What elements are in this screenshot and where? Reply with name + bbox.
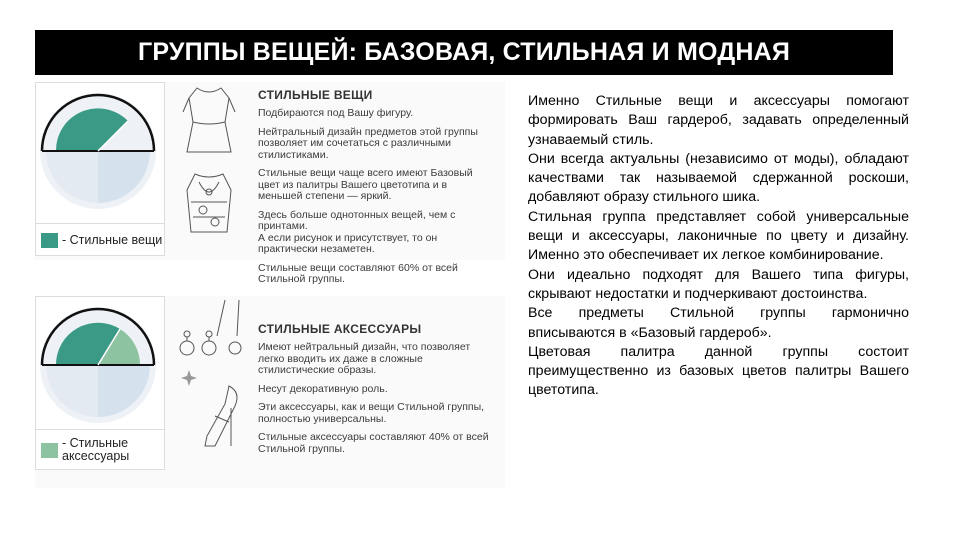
legend-swatch: [41, 233, 58, 248]
panel-heading: СТИЛЬНЫЕ ВЕЩИ: [258, 88, 373, 102]
body-text: [528, 92, 909, 401]
list-item: Стильные аксессуары составляют 40% от всей Стильной группы.: [258, 431, 489, 455]
list-item: Имеют нейтральный дизайн, что позволяет легко вводить их даже в сложные стилистические образы.: [258, 341, 471, 376]
slide-title: ГРУППЫ ВЕЩЕЙ: БАЗОВАЯ, СТИЛЬНАЯ И МОДНАЯ: [35, 30, 893, 75]
chart-box: [35, 296, 165, 470]
stylish-items-panel: [35, 82, 505, 285]
list-item: Здесь больше однотонных вещей, чем с принтами. А если рисунок и присутствует, то он практически незаметен.: [258, 208, 456, 255]
accessories-illustration: [169, 296, 249, 468]
semicircle-gauge-icon: [36, 297, 164, 429]
dress-illustration: [169, 82, 249, 254]
paragraph: Все предметы Стильной группы гармонично вписываются в «Базовый гардероб».: [528, 305, 909, 341]
legend-label: - Стильные вещи: [62, 232, 163, 247]
list-item: Эти аксессуары, как и вещи Стильной группы, полностью универсальны.: [258, 401, 485, 425]
list-item: Стильные вещи составляют 60% от всей Стильной группы.: [258, 261, 458, 285]
semicircle-gauge-icon: [36, 83, 164, 223]
item-list: [258, 342, 503, 462]
legend-swatch: [41, 443, 58, 458]
legend: [36, 429, 164, 470]
legend-label: - Стильные аксессуары: [62, 436, 130, 463]
paragraph: Именно Стильные вещи и аксессуары помогают формировать Ваш гардероб, задавать определенный узнаваемый стиль.: [528, 93, 909, 148]
sandal-illustration: [205, 386, 237, 446]
panel-heading: СТИЛЬНЫЕ АКСЕССУАРЫ: [258, 322, 422, 336]
paragraph: Стильная группа представляет собой универсальные вещи и аксессуары, лаконичные по цвету и дизайну. Именно это обеспечивает их легкое комбинирование.: [528, 208, 909, 264]
list-item: Несут декоративную роль.: [258, 382, 388, 395]
stylish-accessories-panel: [35, 296, 505, 488]
list-item: Нейтральный дизайн предметов этой группы позволяет им сочетаться с различными стилистиками.: [258, 125, 478, 161]
list-item: Стильные вещи чаще всего имеют Базовый цвет из палитры Вашего цветотипа и в меньшей степени — яркий.: [258, 167, 473, 202]
legend: [36, 223, 164, 256]
necklace-illustration: [217, 300, 239, 336]
chart-box: [35, 82, 165, 256]
item-list: [258, 108, 503, 293]
paragraph: Они идеально подходят для Вашего типа фигуры, скрывают недостатки и подчеркивают достоинства.: [528, 266, 909, 302]
paragraph: Цветовая палитра данной группы состоит преимущественно из базовых цветов палитры Вашего цветотипа.: [528, 343, 909, 399]
list-item: Подбираются под Вашу фигуру.: [258, 107, 414, 119]
paragraph: Они всегда актуальны (независимо от моды), обладают качествами так называемой сдержанной роскоши, добавляют образу стильного шика.: [528, 150, 909, 206]
